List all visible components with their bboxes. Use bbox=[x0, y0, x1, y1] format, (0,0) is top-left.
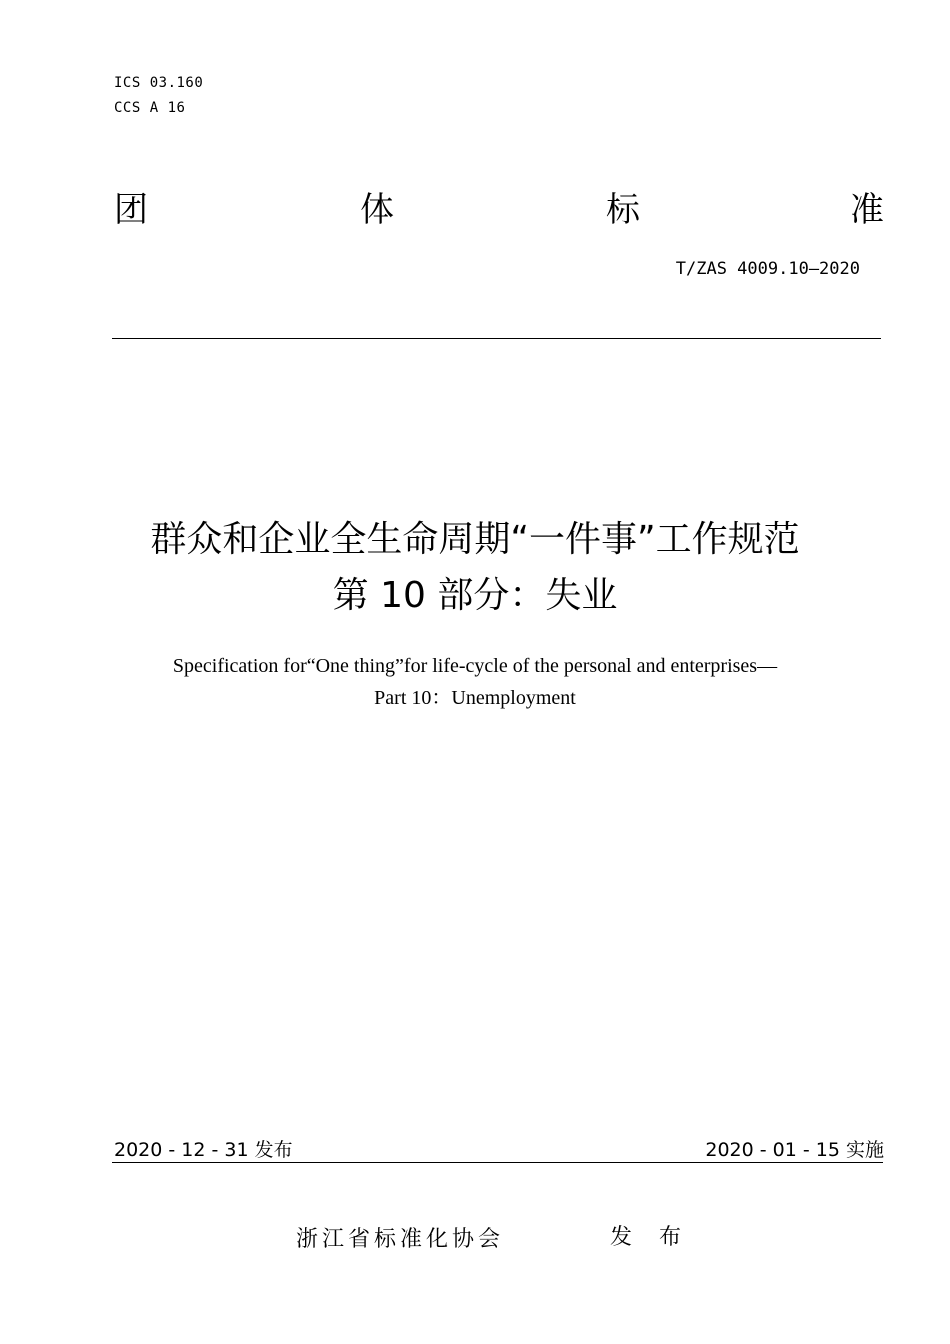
footer-divider bbox=[112, 1162, 883, 1163]
publisher-name: 浙江省标准化协会 bbox=[296, 1227, 505, 1252]
standard-type-char: 标 bbox=[606, 190, 640, 230]
standard-type-char: 体 bbox=[360, 190, 394, 230]
title-cn-line1: 群众和企业全生命周期“一件事”工作规范 bbox=[150, 519, 800, 560]
title-cn-line2: 第 10 部分：失业 bbox=[332, 575, 618, 616]
ccs-code: CCS A 16 bbox=[114, 100, 186, 116]
standard-type-char: 团 bbox=[114, 190, 148, 230]
header-divider bbox=[112, 338, 881, 339]
title-en-line2: Part 10：Unemployment bbox=[374, 687, 576, 709]
standard-type-char: 准 bbox=[850, 190, 884, 230]
standard-number: T/ZAS 4009.10—2020 bbox=[675, 259, 860, 279]
publish-label: 发 布 bbox=[610, 1225, 691, 1250]
title-en-line1: Specification for“One thing”for life-cycle of the personal and enterprises— bbox=[172, 655, 778, 677]
release-date: 2020 - 12 - 31 发布 bbox=[114, 1139, 293, 1161]
ics-code: ICS 03.160 bbox=[114, 75, 204, 91]
implement-date: 2020 - 01 - 15 实施 bbox=[705, 1139, 884, 1161]
